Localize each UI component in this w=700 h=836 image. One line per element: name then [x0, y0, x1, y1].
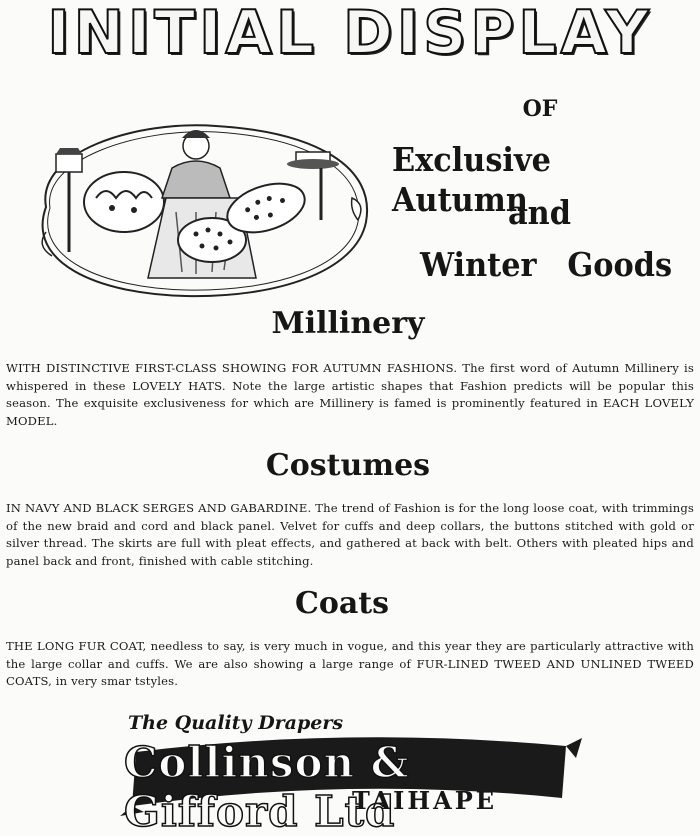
section-body-coats: THE LONG FUR COAT, needless to say, is very much in vogue, and this year they are particularly attractive with the large collar and cuffs. We are also showing a large range of FUR-LINED TWEED AND UNLINED TWEED COATS, in very smar tstyles. [6, 639, 694, 688]
of-word: OF [522, 96, 558, 122]
milliner-with-hatboxes-illustration [16, 112, 388, 302]
subtitle-line-1: Exclusive Autumn [392, 140, 551, 219]
section-title-costumes: Costumes [265, 448, 431, 483]
section-title-coats: Coats [294, 586, 390, 621]
tagline: The Quality Drapers [128, 712, 344, 734]
subtitle-line-2: and [508, 193, 571, 232]
section-body-millinery: WITH DISTINCTIVE FIRST-CLASS SHOWING FOR AUTUMN FASHIONS. The first word of Autumn Millinery is whispered in these LOVELY HATS. Note the large artistic shapes that Fashion predicts will be popular this season. The exquisite exclusiveness for which are Millinery is famed is prominently featured in EACH LOVELY MODEL. [6, 361, 694, 428]
section-body-costumes: IN NAVY AND BLACK SERGES AND GABARDINE. The trend of Fashion is for the long loose coat, with trimmings of the new braid and cord and black panel. Velvet for cuffs and deep collars, the buttons stitched with gold or silver thread. The skirts are full with pleat effects, and gathered at back with belt. Others with pleated hips and panel back and front, finished with cable stitching. [6, 501, 694, 568]
company-logo [116, 706, 586, 836]
section-title-millinery: Millinery [271, 306, 425, 341]
company-name: Collinson & Gifford Ltd [124, 738, 410, 836]
town-name: TAIHAPE [352, 786, 498, 815]
subtitle-line-3: Winter Goods [420, 245, 673, 284]
headline: INITIAL DISPLAY [47, 0, 653, 68]
